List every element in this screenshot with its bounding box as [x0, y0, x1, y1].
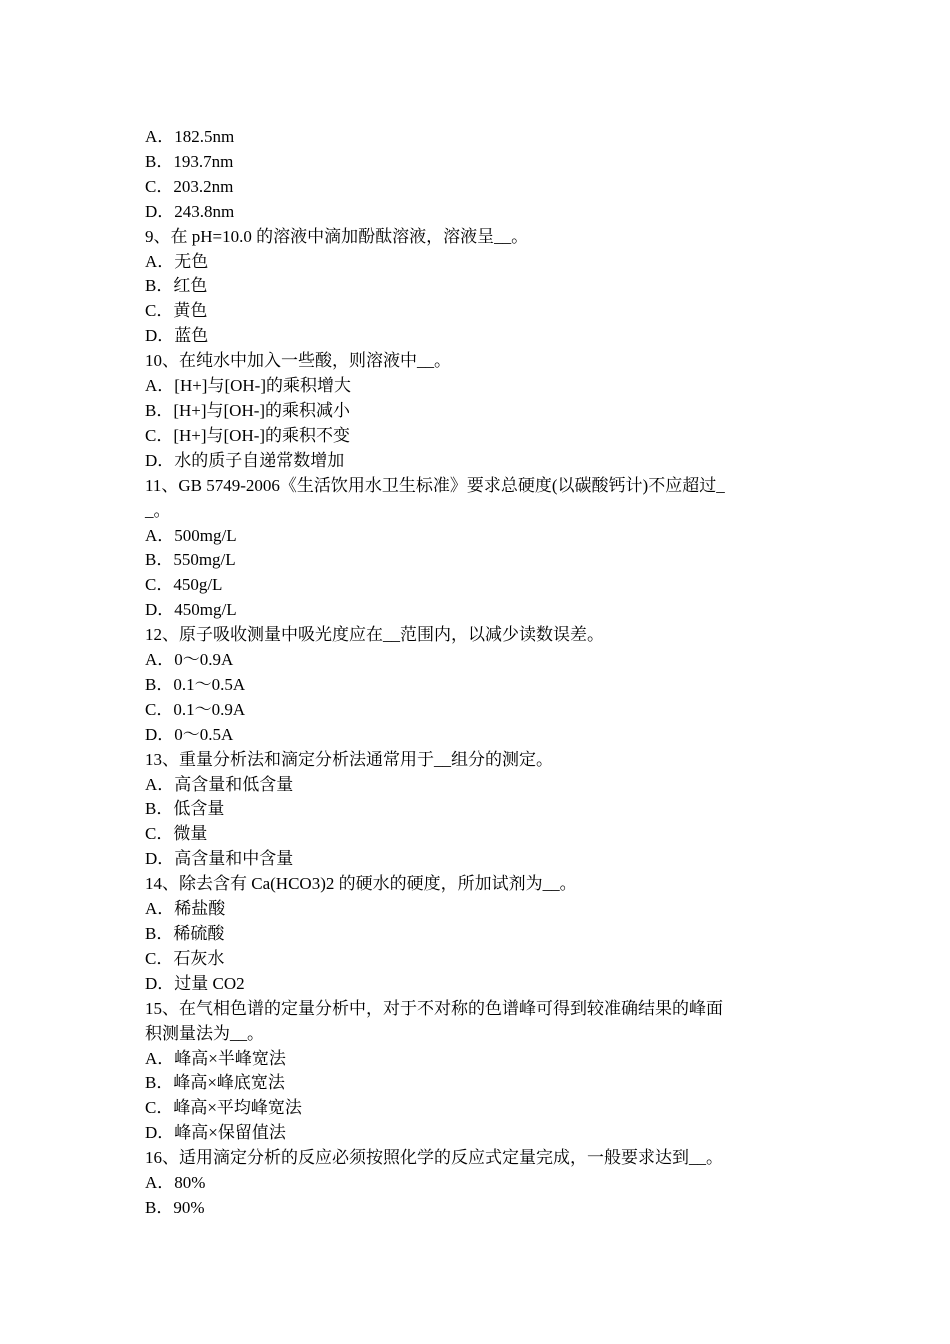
- answer-option: C．203.2nm: [145, 176, 234, 196]
- answer-option: C．峰高×平均峰宽法: [145, 1098, 302, 1118]
- answer-option: D．峰高×保留值法: [145, 1123, 286, 1143]
- question-text: 10、在纯水中加入一些酸，则溶液中__。: [145, 351, 451, 371]
- question-text: 11、GB 5749-2006《生活饮用水卫生标准》要求总硬度(以碳酸钙计)不应超过_: [145, 475, 725, 495]
- answer-option: B．低含量: [145, 799, 225, 819]
- answer-option: B．90%: [145, 1197, 205, 1217]
- question-text: 16、适用滴定分析的反应必须按照化学的反应式定量完成，一般要求达到__。: [145, 1148, 723, 1168]
- answer-option: B．550mg/L: [145, 550, 236, 570]
- answer-option: D．蓝色: [145, 326, 209, 346]
- answer-option: B．[H+]与[OH-]的乘积减小: [145, 400, 351, 420]
- answer-option: D．过量 CO2: [145, 973, 245, 993]
- answer-option: B．0.1～0.5A: [145, 674, 246, 694]
- answer-option: B．193.7nm: [145, 151, 234, 171]
- answer-option: D．0～0.5A: [145, 724, 234, 744]
- question-text: 15、在气相色谱的定量分析中，对于不对称的色谱峰可得到较准确结果的峰面: [145, 998, 723, 1018]
- answer-option: C．0.1～0.9A: [145, 699, 246, 719]
- answer-option: A．高含量和低含量: [145, 774, 294, 794]
- answer-option: D．243.8nm: [145, 201, 235, 221]
- answer-option: D．450mg/L: [145, 600, 237, 620]
- answer-option: A．稀盐酸: [145, 899, 226, 919]
- answer-option: D．水的质子自递常数增加: [145, 450, 345, 470]
- answer-option: B．红色: [145, 276, 208, 296]
- answer-option: C．黄色: [145, 301, 208, 321]
- question-text: 积测量法为__。: [145, 1023, 264, 1043]
- answer-option: C．石灰水: [145, 948, 225, 968]
- question-text: 14、除去含有 Ca(HCO3)2 的硬水的硬度，所加试剂为__。: [145, 874, 577, 894]
- answer-option: A．80%: [145, 1173, 206, 1193]
- answer-option: C．[H+]与[OH-]的乘积不变: [145, 425, 351, 445]
- answer-option: A．无色: [145, 251, 209, 271]
- answer-option: A．0～0.9A: [145, 650, 234, 670]
- question-text: 12、原子吸收测量中吸光度应在__范围内，以减少读数误差。: [145, 625, 604, 645]
- answer-option: A．182.5nm: [145, 127, 235, 146]
- answer-option: C．450g/L: [145, 575, 223, 595]
- answer-option: C．微量: [145, 824, 208, 844]
- answer-option: A．500mg/L: [145, 525, 237, 545]
- answer-option: B．峰高×峰底宽法: [145, 1073, 285, 1093]
- answer-option: D．高含量和中含量: [145, 849, 294, 869]
- question-text: 13、重量分析法和滴定分析法通常用于__组分的测定。: [145, 749, 553, 769]
- answer-option: A．[H+]与[OH-]的乘积增大: [145, 376, 352, 396]
- question-text: 9、在 pH=10.0 的溶液中滴加酚酞溶液，溶液呈__。: [145, 226, 529, 246]
- question-text: _。: [145, 500, 171, 520]
- document-body: [145, 125, 810, 1221]
- answer-option: A．峰高×半峰宽法: [145, 1048, 286, 1068]
- answer-option: B．稀硫酸: [145, 924, 225, 943]
